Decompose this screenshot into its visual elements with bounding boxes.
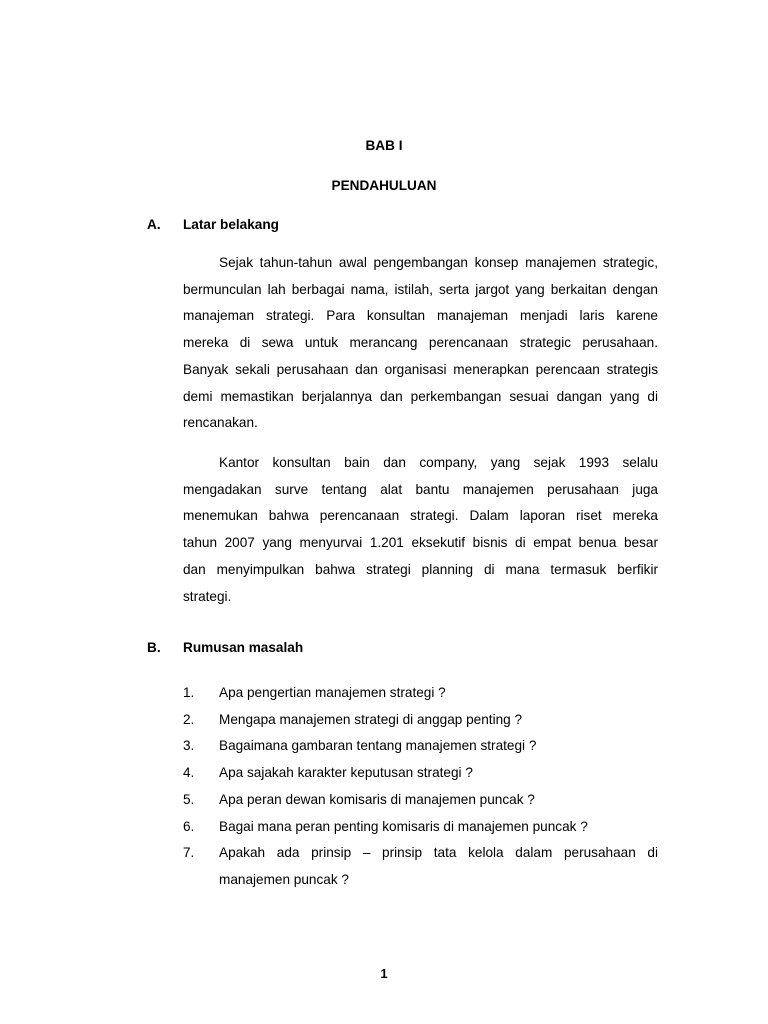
paragraph-1 xyxy=(183,250,658,437)
list-item-text: Apakah ada prinsip – prinsip tata kelola dalam perusahaan di xyxy=(219,845,658,861)
section-b-letter: B. xyxy=(147,640,161,655)
list-item xyxy=(183,760,658,787)
paragraph-2-line: Kantor konsultan bain dan company, yang sejak 1993 selalu xyxy=(219,455,658,470)
list-item-text: manajemen puncak ? xyxy=(219,871,349,887)
list-item-number: 4. xyxy=(183,765,195,781)
section-b-title: Rumusan masalah xyxy=(183,640,304,655)
list-item-text: Apa peran dewan komisaris di manajemen puncak ? xyxy=(219,791,535,807)
list-item xyxy=(183,680,658,707)
list-item-number: 3. xyxy=(183,738,195,754)
problem-list xyxy=(183,680,658,894)
paragraph-2 xyxy=(183,450,658,610)
paragraph-2-line: strategi. xyxy=(183,588,232,604)
list-item xyxy=(183,733,658,760)
list-item-number: 1. xyxy=(183,685,195,700)
paragraph-1-line: demi memastikan berjalannya dan perkembangan sesuai dangan yang di xyxy=(183,388,658,404)
paragraph-1-line: Banyak sekali perusahaan dan organisasi menerapkan perencaan strategis xyxy=(183,361,658,377)
page-number: 1 xyxy=(380,966,388,981)
list-item xyxy=(183,840,658,893)
paragraph-2-line: mengadakan surve tentang alat bantu manajemen perusahaan juga xyxy=(183,481,658,497)
list-item xyxy=(183,787,658,814)
list-item-text: Bagai mana peran penting komisaris di manajemen puncak ? xyxy=(219,818,588,834)
paragraph-2-line: tahun 2007 yang menyurvai 1.201 eksekutif bisnis di empat benua besar xyxy=(183,535,658,551)
paragraph-2-line: menemukan bahwa perencanaan strategi. Dalam laporan riset mereka xyxy=(183,508,658,524)
list-item-text: Bagaimana gambaran tentang manajemen strategi ? xyxy=(219,738,537,754)
paragraph-1-line: rencanakan. xyxy=(183,415,258,431)
list-item-number: 7. xyxy=(183,845,195,861)
paragraph-1-line: mereka di sewa untuk merancang perencanaan strategic perusahaan. xyxy=(183,335,658,351)
section-a-heading xyxy=(147,217,658,232)
section-b-heading xyxy=(147,640,658,655)
list-item-text: Apa pengertian manajemen strategi ? xyxy=(219,685,446,700)
list-item-text: Apa sajakah karakter keputusan strategi ? xyxy=(219,765,473,781)
section-a-title: Latar belakang xyxy=(183,217,279,232)
paragraph-2-line: dan menyimpulkan bahwa strategi planning di mana termasuk berfikir xyxy=(183,561,658,577)
paragraph-1-line: manajeman strategi. Para konsultan manajeman menjadi laris karene xyxy=(183,308,658,324)
list-item-number: 5. xyxy=(183,791,195,807)
list-item-text: Mengapa manajemen strategi di anggap penting ? xyxy=(219,711,523,727)
list-item-number: 6. xyxy=(183,818,195,834)
paragraph-1-line: bermunculan lah berbagai nama, istilah, serta jargot yang berkaitan dengan xyxy=(183,281,658,297)
chapter-title: PENDAHULUAN xyxy=(331,178,437,193)
section-a-letter: A. xyxy=(147,217,161,232)
list-item-number: 2. xyxy=(183,711,195,727)
list-item xyxy=(183,707,658,734)
chapter-label: BAB I xyxy=(365,138,403,153)
list-item xyxy=(183,814,658,841)
paragraph-1-line: Sejak tahun-tahun awal pengembangan konsep manajemen strategic, xyxy=(219,255,658,270)
